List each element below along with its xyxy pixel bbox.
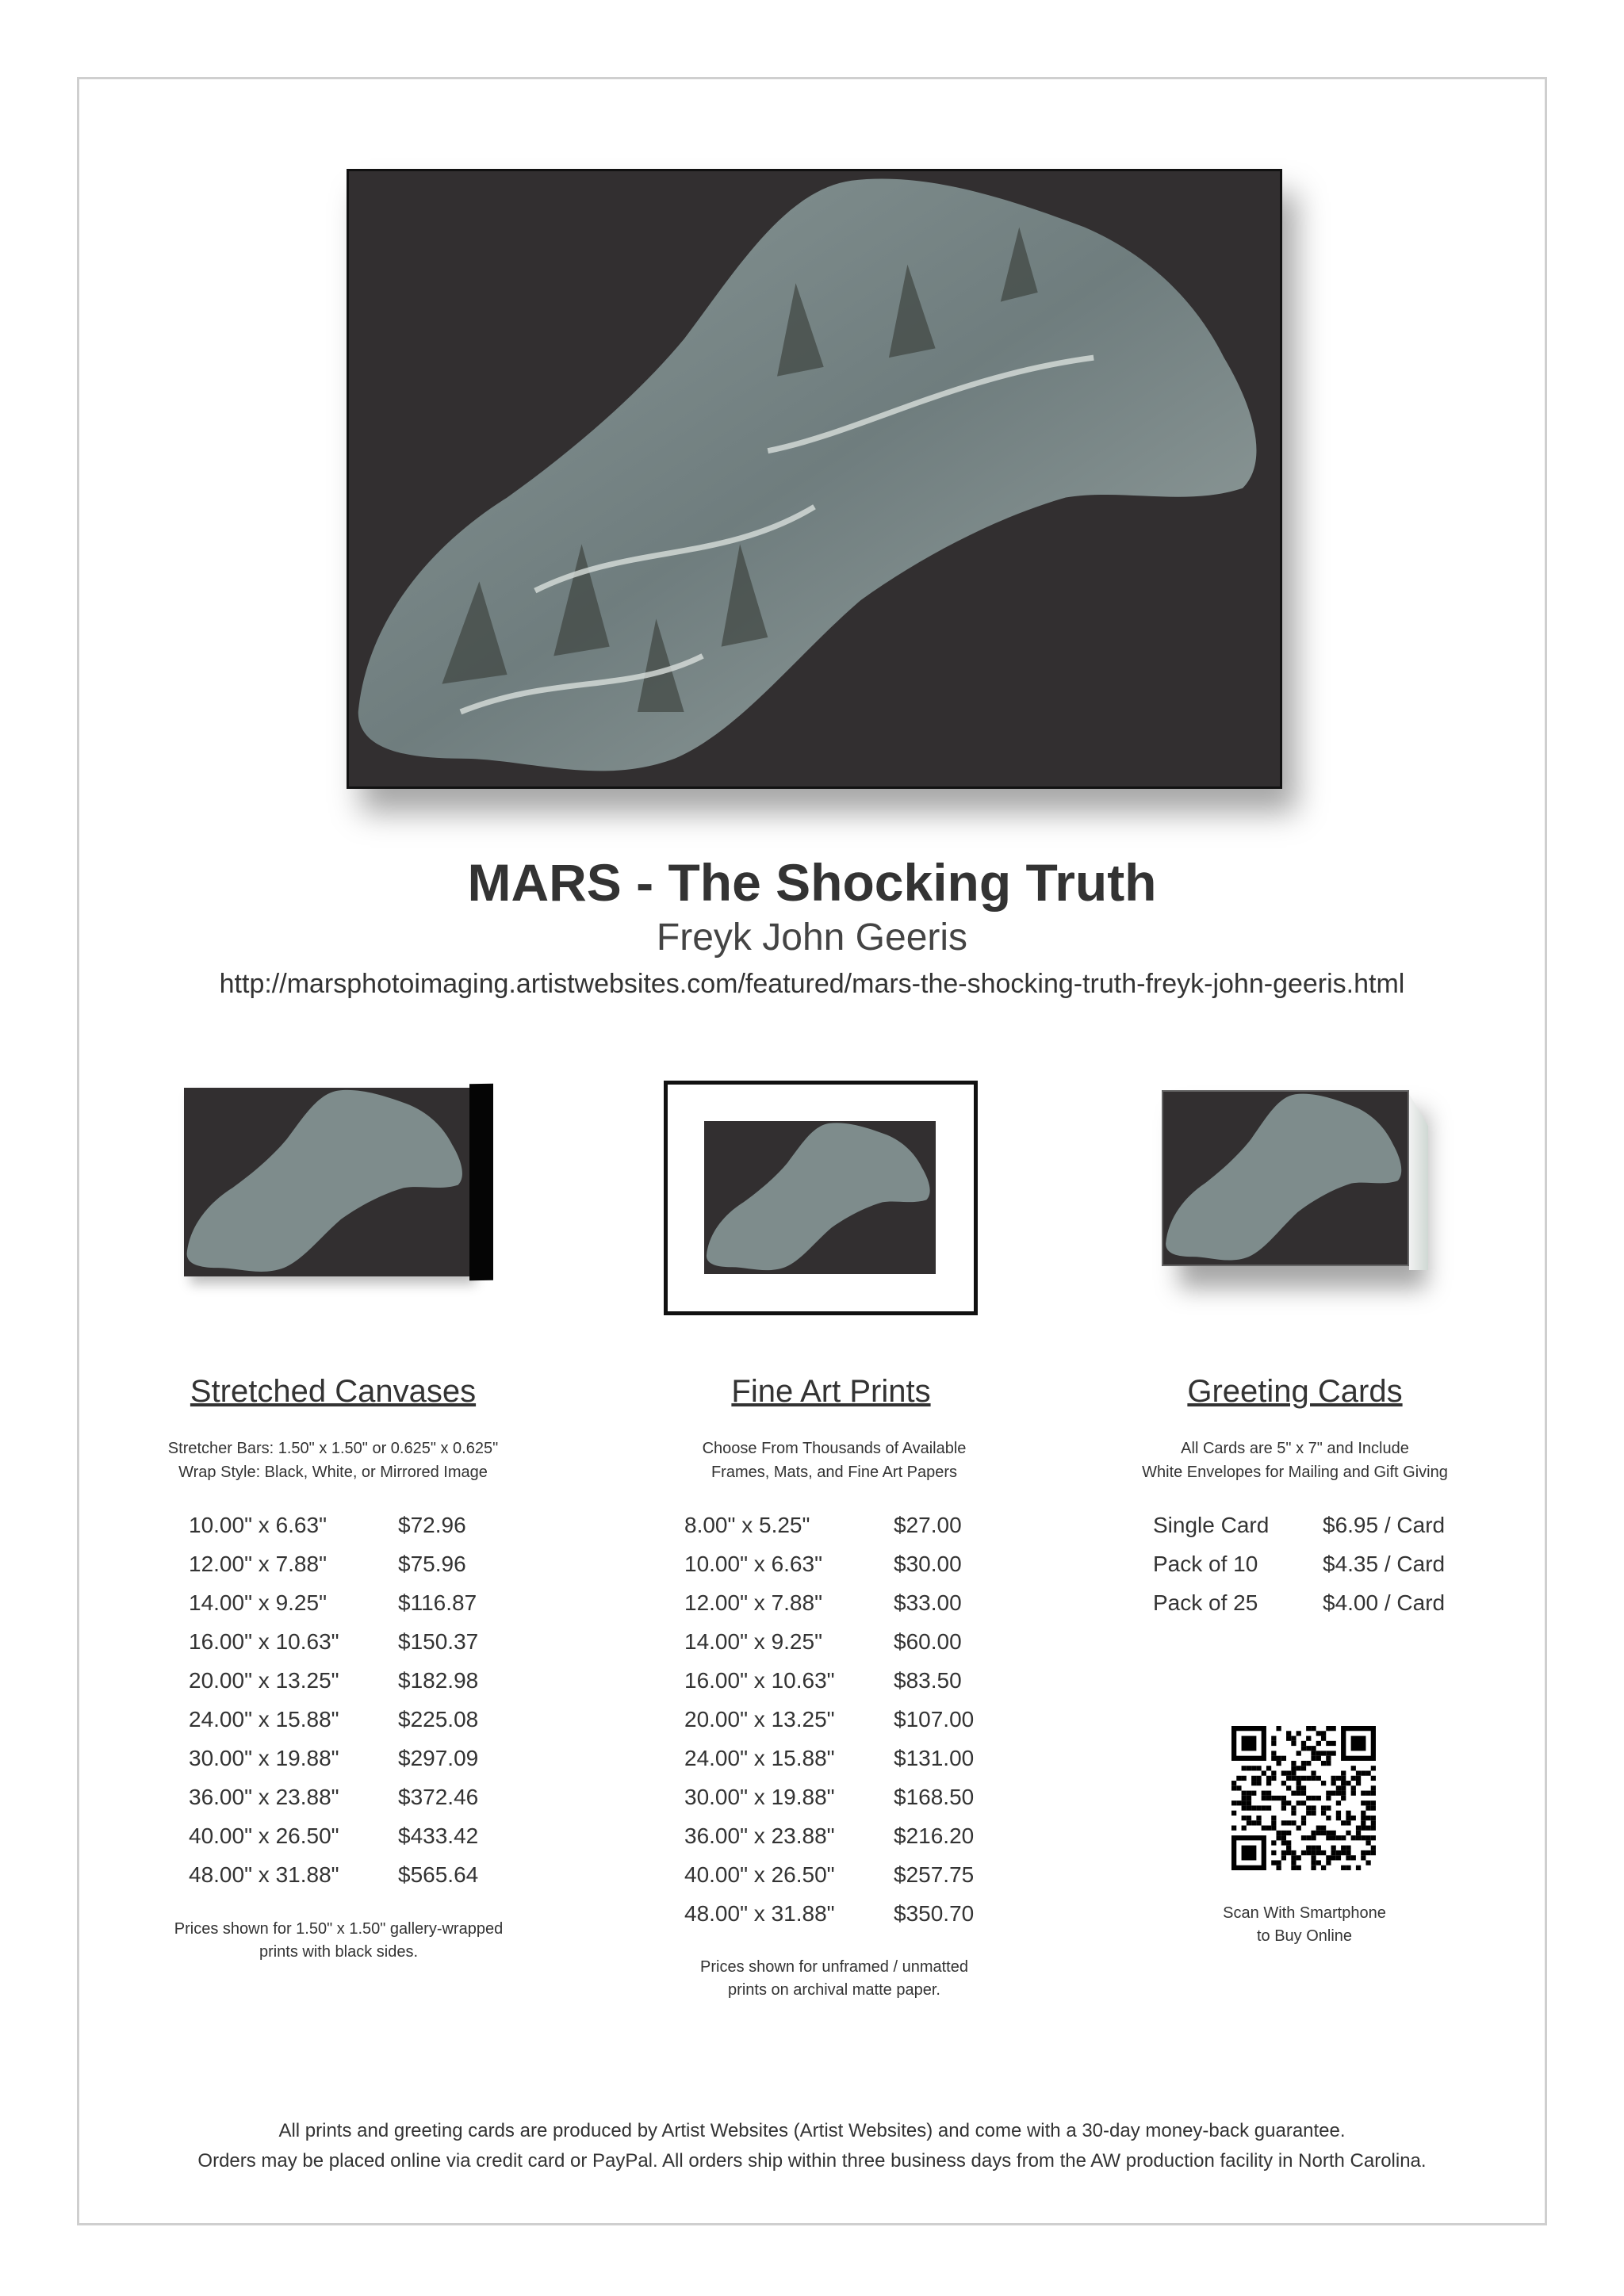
artwork-title: MARS - The Shocking Truth xyxy=(467,853,1157,912)
prints-price: $350.70 xyxy=(894,1901,975,1926)
greeting-card-preview xyxy=(1162,1090,1409,1266)
canvases-size: 12.00" x 7.88" xyxy=(189,1552,327,1576)
cards-price: $4.35 / Card xyxy=(1323,1552,1446,1576)
canvases-size: 24.00" x 15.88" xyxy=(189,1707,339,1732)
canvases-price: $182.98 xyxy=(398,1668,479,1693)
cards-price-row xyxy=(1153,1506,1445,1544)
footer xyxy=(0,2116,1624,2176)
prints-price-row xyxy=(684,1544,974,1583)
prints-price: $33.00 xyxy=(894,1590,962,1615)
artwork-image xyxy=(347,169,1282,789)
cards-size: Pack of 10 xyxy=(1153,1552,1258,1576)
canvases-price-list xyxy=(189,1506,478,1894)
prints-price-row xyxy=(684,1777,974,1816)
cards-price-row xyxy=(1153,1544,1445,1583)
canvases-price: $433.42 xyxy=(398,1823,479,1848)
qr-caption-line: Scan With Smartphone xyxy=(1223,1904,1386,1922)
canvases-price-row xyxy=(189,1506,478,1544)
prints-price: $168.50 xyxy=(894,1785,975,1809)
cards-price-list xyxy=(1153,1506,1445,1622)
prints-size: 20.00" x 13.25" xyxy=(684,1707,835,1732)
canvases-price-row xyxy=(189,1816,478,1855)
canvases-size: 10.00" x 6.63" xyxy=(189,1513,327,1537)
canvases-price: $150.37 xyxy=(398,1629,479,1654)
prints-heading[interactable]: Fine Art Prints xyxy=(731,1374,931,1409)
canvases-note-line: Prices shown for 1.50" x 1.50" gallery-wrapped xyxy=(174,1920,504,1938)
prints-desc-line: Choose From Thousands of Available xyxy=(702,1440,967,1457)
prints-price-row xyxy=(684,1583,974,1622)
canvases-size: 14.00" x 9.25" xyxy=(189,1590,327,1615)
canvases-price: $72.96 xyxy=(398,1513,466,1537)
cards-desc-line: All Cards are 5" x 7" and Include xyxy=(1181,1440,1409,1457)
prints-price-list xyxy=(684,1506,974,1933)
qr-caption xyxy=(1146,1902,1463,1948)
prints-size: 48.00" x 31.88" xyxy=(684,1901,835,1926)
prints-price: $27.00 xyxy=(894,1513,962,1537)
canvases-price-row xyxy=(189,1700,478,1739)
prints-desc-line: Frames, Mats, and Fine Art Papers xyxy=(710,1464,958,1481)
prints-price-row xyxy=(684,1816,974,1855)
cards-size: Single Card xyxy=(1153,1513,1270,1537)
canvases-size: 30.00" x 19.88" xyxy=(189,1746,339,1770)
prints-size: 8.00" x 5.25" xyxy=(684,1513,810,1537)
prints-size: 10.00" x 6.63" xyxy=(684,1552,823,1576)
cards-desc-line: White Envelopes for Mailing and Gift Giving xyxy=(1142,1464,1448,1481)
prints-price-row xyxy=(684,1739,974,1777)
prints-size: 12.00" x 7.88" xyxy=(684,1590,823,1615)
cards-price-row xyxy=(1153,1583,1445,1622)
footer-ordering: Orders may be placed online via credit card or PayPal. All orders ship within three business days from the AW production facility in North Carolina. xyxy=(197,2150,1427,2172)
artwork-url[interactable]: http://marsphotoimaging.artistwebsites.com/featured/mars-the-shocking-truth-freyk-john-geeris.html xyxy=(219,969,1405,999)
prints-price: $107.00 xyxy=(894,1707,975,1732)
canvases-price-row xyxy=(189,1777,478,1816)
prints-price-row xyxy=(684,1855,974,1894)
canvases-price-row xyxy=(189,1544,478,1583)
prints-price-row xyxy=(684,1622,974,1661)
prints-price-row xyxy=(684,1506,974,1544)
canvas-preview xyxy=(184,1088,469,1276)
canvases-description xyxy=(111,1437,555,1484)
canvases-price-row xyxy=(189,1855,478,1894)
canvases-size: 20.00" x 13.25" xyxy=(189,1668,339,1693)
prints-size: 36.00" x 23.88" xyxy=(684,1823,835,1848)
canvases-price-row xyxy=(189,1622,478,1661)
prints-note-line: prints on archival matte paper. xyxy=(728,1981,940,1999)
artist-name: Freyk John Geeris xyxy=(656,916,968,959)
prints-size: 30.00" x 19.88" xyxy=(684,1785,835,1809)
prints-note xyxy=(612,1956,1056,2002)
canvases-price-row xyxy=(189,1739,478,1777)
canvases-size: 40.00" x 26.50" xyxy=(189,1823,339,1848)
cards-price: $4.00 / Card xyxy=(1323,1590,1446,1615)
prints-price: $131.00 xyxy=(894,1746,975,1770)
canvases-price: $75.96 xyxy=(398,1552,466,1576)
prints-size: 14.00" x 9.25" xyxy=(684,1629,823,1654)
qr-caption-line: to Buy Online xyxy=(1256,1927,1353,1945)
canvases-note xyxy=(117,1918,561,1964)
canvas-side-edge xyxy=(469,1084,493,1281)
prints-price-row xyxy=(684,1894,974,1933)
canvases-size: 48.00" x 31.88" xyxy=(189,1862,339,1887)
prints-size: 40.00" x 26.50" xyxy=(684,1862,835,1887)
cards-size: Pack of 25 xyxy=(1153,1590,1258,1615)
footer-guarantee: All prints and greeting cards are produced by Artist Websites (Artist Websites) and come with a 30-day money-back guarantee. xyxy=(278,2120,1346,2141)
canvases-price: $297.09 xyxy=(398,1746,479,1770)
canvases-heading[interactable]: Stretched Canvases xyxy=(190,1374,477,1409)
prints-price: $60.00 xyxy=(894,1629,962,1654)
canvases-desc-line: Stretcher Bars: 1.50" x 1.50" or 0.625" x 0.625" xyxy=(167,1440,499,1457)
canvases-price: $372.46 xyxy=(398,1785,479,1809)
canvases-price-row xyxy=(189,1583,478,1622)
canvases-size: 36.00" x 23.88" xyxy=(189,1785,339,1809)
canvases-desc-line: Wrap Style: Black, White, or Mirrored Image xyxy=(178,1464,488,1481)
prints-price: $257.75 xyxy=(894,1862,975,1887)
canvases-price-row xyxy=(189,1661,478,1700)
canvases-price: $225.08 xyxy=(398,1707,479,1732)
canvases-size: 16.00" x 10.63" xyxy=(189,1629,339,1654)
canvases-note-line: prints with black sides. xyxy=(259,1943,419,1961)
canvases-price: $116.87 xyxy=(398,1590,477,1615)
prints-size: 16.00" x 10.63" xyxy=(684,1668,835,1693)
cards-heading[interactable]: Greeting Cards xyxy=(1187,1374,1403,1409)
prints-price: $83.50 xyxy=(894,1668,962,1693)
prints-price: $216.20 xyxy=(894,1823,975,1848)
prints-price-row xyxy=(684,1700,974,1739)
cards-description xyxy=(1073,1437,1517,1484)
framed-print-preview xyxy=(704,1121,936,1274)
prints-price-row xyxy=(684,1661,974,1700)
prints-size: 24.00" x 15.88" xyxy=(684,1746,835,1770)
canvases-price: $565.64 xyxy=(398,1862,479,1887)
prints-description xyxy=(612,1437,1056,1484)
qr-code-icon[interactable] xyxy=(1231,1726,1376,1870)
prints-price: $30.00 xyxy=(894,1552,962,1576)
prints-note-line: Prices shown for unframed / unmatted xyxy=(700,1958,968,1976)
cards-price: $6.95 / Card xyxy=(1323,1513,1446,1537)
